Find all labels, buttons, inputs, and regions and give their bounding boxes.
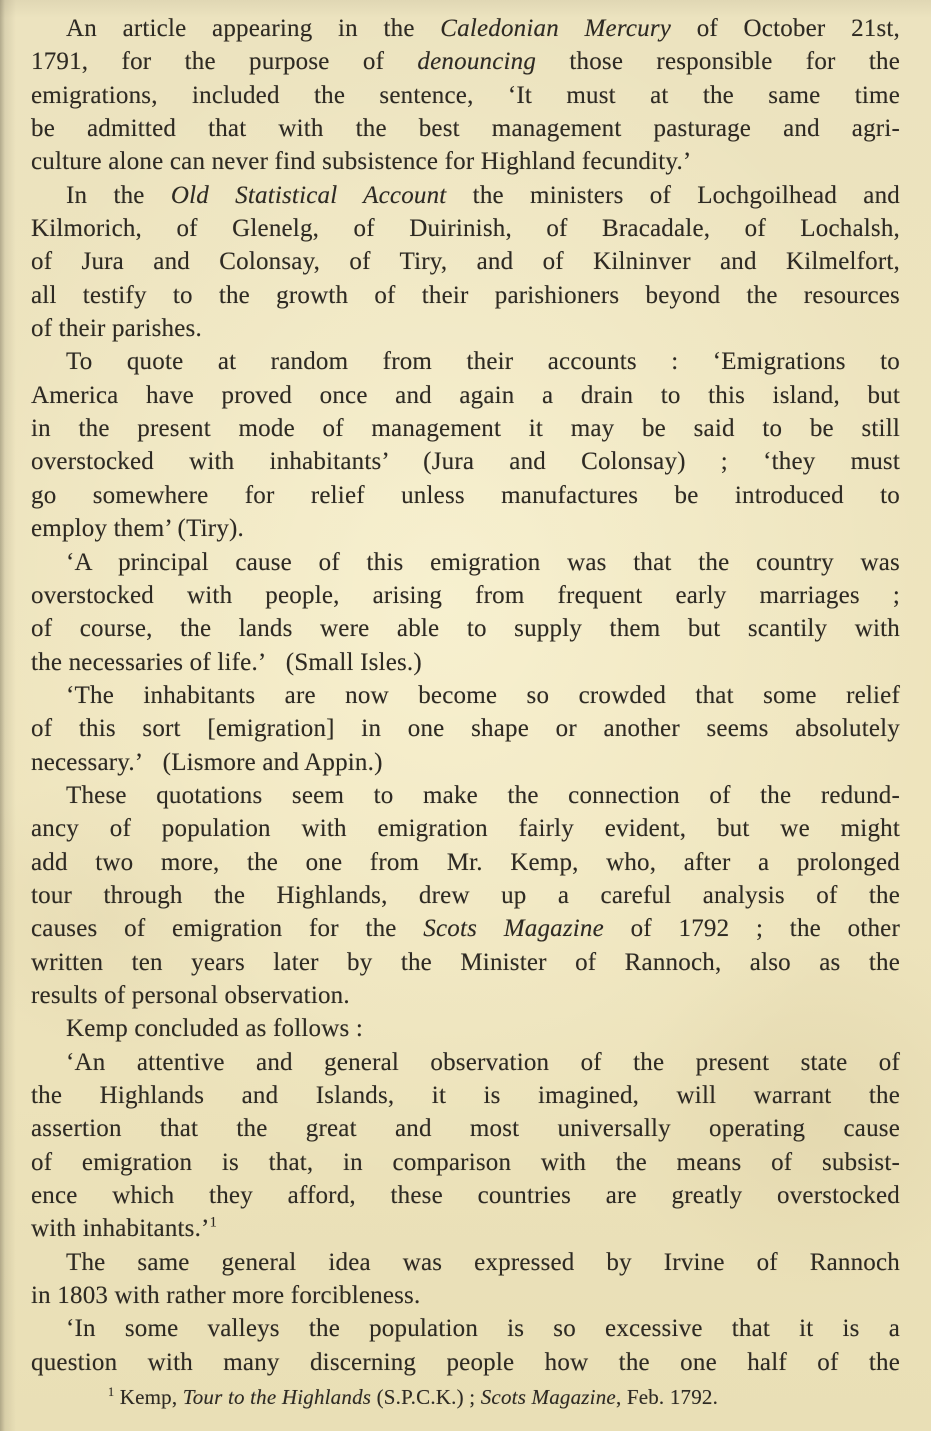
text-run: of Jura and Colonsay, of Tiry, and of Kilninver and Kilmelfort, <box>31 248 900 276</box>
text-line <box>31 1179 900 1212</box>
text-run: with inhabitants.’ <box>31 1215 210 1243</box>
text-run: in the present mode of management it may be said to be still <box>31 415 900 443</box>
text-line <box>31 279 900 312</box>
text-line <box>31 145 900 178</box>
text-run: results of personal observation. <box>31 981 350 1009</box>
text-line <box>31 312 900 345</box>
text-run: America have proved once and again a drain to this island, but <box>31 381 900 409</box>
text-run: all testify to the growth of their parishioners beyond the resources <box>31 281 900 309</box>
text-line <box>31 45 900 78</box>
text-line <box>31 812 900 845</box>
text-run: overstocked with people, arising from frequent early marriages ; <box>31 581 900 609</box>
text-run: ancy of population with emigration fairly evident, but we might <box>31 815 900 843</box>
text-run: add two more, the one from Mr. Kemp, who, after a prolonged <box>31 848 900 876</box>
text-line <box>31 179 900 212</box>
text-run: (S.P.C.K.) ; <box>371 1385 481 1409</box>
text-run: An article appearing in the <box>66 15 441 42</box>
text-run: ‘In some valleys the population is so excessive that it is a <box>66 1315 900 1343</box>
text-run: ‘A principal cause of this emigration was that the country was <box>66 548 900 576</box>
text-line <box>31 646 900 679</box>
text-run: ence which they afford, these countries are greatly overstocked <box>31 1182 900 1210</box>
italic-text: Scots Magazine <box>480 1385 616 1409</box>
text-run: causes of emigration for the <box>31 915 424 943</box>
text-run: the ministers of Lochgoilhead and <box>446 181 900 209</box>
text-line <box>31 579 900 612</box>
italic-text: Tour to the Highlands <box>182 1385 372 1409</box>
text-line <box>31 445 900 478</box>
text-run: 1791, for the purpose of <box>31 48 418 76</box>
text-line <box>31 1079 900 1112</box>
text-run: in 1803 with rather more forcibleness. <box>31 1282 421 1310</box>
text-line <box>31 1346 900 1379</box>
text-run: be admitted that with the best management pasturage and agri- <box>31 115 900 143</box>
text-run: the Highlands and Islands, it is imagined, will warrant the <box>31 1082 900 1109</box>
text-line <box>31 1246 900 1279</box>
text-run: Kilmorich, of Glenelg, of Duirinish, of Bracadale, of Lochalsh, <box>31 215 900 243</box>
italic-text: Old Statistical Account <box>170 181 447 209</box>
text-run: Kemp, <box>114 1385 183 1409</box>
text-run: necessary.’ (Lismore and Appin.) <box>31 748 383 776</box>
text-line <box>31 79 900 112</box>
text-run: ‘The inhabitants are now become so crowded that some relief <box>66 681 900 709</box>
text-line <box>31 979 900 1012</box>
text-run: The same general idea was expressed by Irvine of Rannoch <box>66 1248 900 1276</box>
page-text <box>31 12 900 1379</box>
text-run: Kemp concluded as follows : <box>66 1015 364 1043</box>
text-line <box>31 1279 900 1312</box>
text-line <box>31 245 900 278</box>
text-run: of this sort [emigration] in one shape or another seems absolutely <box>31 715 900 743</box>
text-line <box>31 912 900 945</box>
text-line <box>31 1112 900 1145</box>
text-line <box>31 345 900 378</box>
text-line <box>31 379 900 412</box>
text-run: of course, the lands were able to supply them but scantily with <box>31 615 900 643</box>
text-line <box>31 879 900 912</box>
text-run: culture alone can never find subsistence for Highland fecundity.’ <box>31 148 692 176</box>
text-line <box>31 112 900 145</box>
text-line <box>31 746 900 779</box>
text-run: To quote at random from their accounts : ‘Emigrations to <box>66 348 900 376</box>
text-line <box>31 1312 900 1345</box>
text-run: tour through the Highlands, drew up a careful analysis of the <box>31 881 900 909</box>
text-run: , Feb. 1792. <box>615 1385 719 1409</box>
footnote-marker: 1 <box>108 1385 115 1399</box>
text-line <box>31 12 900 45</box>
text-run: ‘An attentive and general observation of the present state of <box>66 1048 900 1076</box>
text-line <box>31 512 900 545</box>
text-line <box>31 412 900 445</box>
text-line <box>31 1212 900 1245</box>
text-run: written ten years later by the Minister of Rannoch, also as the <box>31 948 900 976</box>
text-line <box>31 846 900 879</box>
text-line <box>31 212 900 245</box>
text-run: of their parishes. <box>31 315 202 343</box>
text-line <box>31 779 900 812</box>
italic-text: Caledonian Mercury <box>440 15 672 42</box>
text-run: employ them’ (Tiry). <box>31 515 245 543</box>
text-run: These quotations seem to make the connection of the redund- <box>66 781 900 809</box>
text-run: those responsible for the <box>536 48 900 76</box>
text-run: go somewhere for relief unless manufactures be introduced to <box>31 481 900 509</box>
text-line <box>31 1012 900 1045</box>
text-run: of 1792 ; the other <box>603 915 900 943</box>
text-run: of October 21st, <box>671 15 900 42</box>
text-run: overstocked with inhabitants’ (Jura and Colonsay) ; ‘they must <box>31 448 900 476</box>
text-line <box>31 479 900 512</box>
text-line <box>31 546 900 579</box>
footnote-marker: 1 <box>209 1215 218 1232</box>
text-run: of emigration is that, in comparison with the means of subsist- <box>31 1148 900 1176</box>
text-run: emigrations, included the sentence, ‘It must at the same time <box>31 81 900 109</box>
footnote <box>31 1382 900 1412</box>
text-run: In the <box>66 181 171 209</box>
text-line <box>31 946 900 979</box>
text-run: question with many discerning people how the one half of the <box>31 1348 900 1376</box>
italic-text: denouncing <box>417 48 537 76</box>
text-line <box>31 1146 900 1179</box>
text-line <box>31 712 900 745</box>
text-line <box>31 1046 900 1079</box>
text-line <box>31 612 900 645</box>
text-run: the necessaries of life.’ (Small Isles.) <box>31 648 422 676</box>
text-line <box>31 679 900 712</box>
text-run: assertion that the great and most universally operating cause <box>31 1115 900 1143</box>
italic-text: Scots Magazine <box>423 915 604 943</box>
